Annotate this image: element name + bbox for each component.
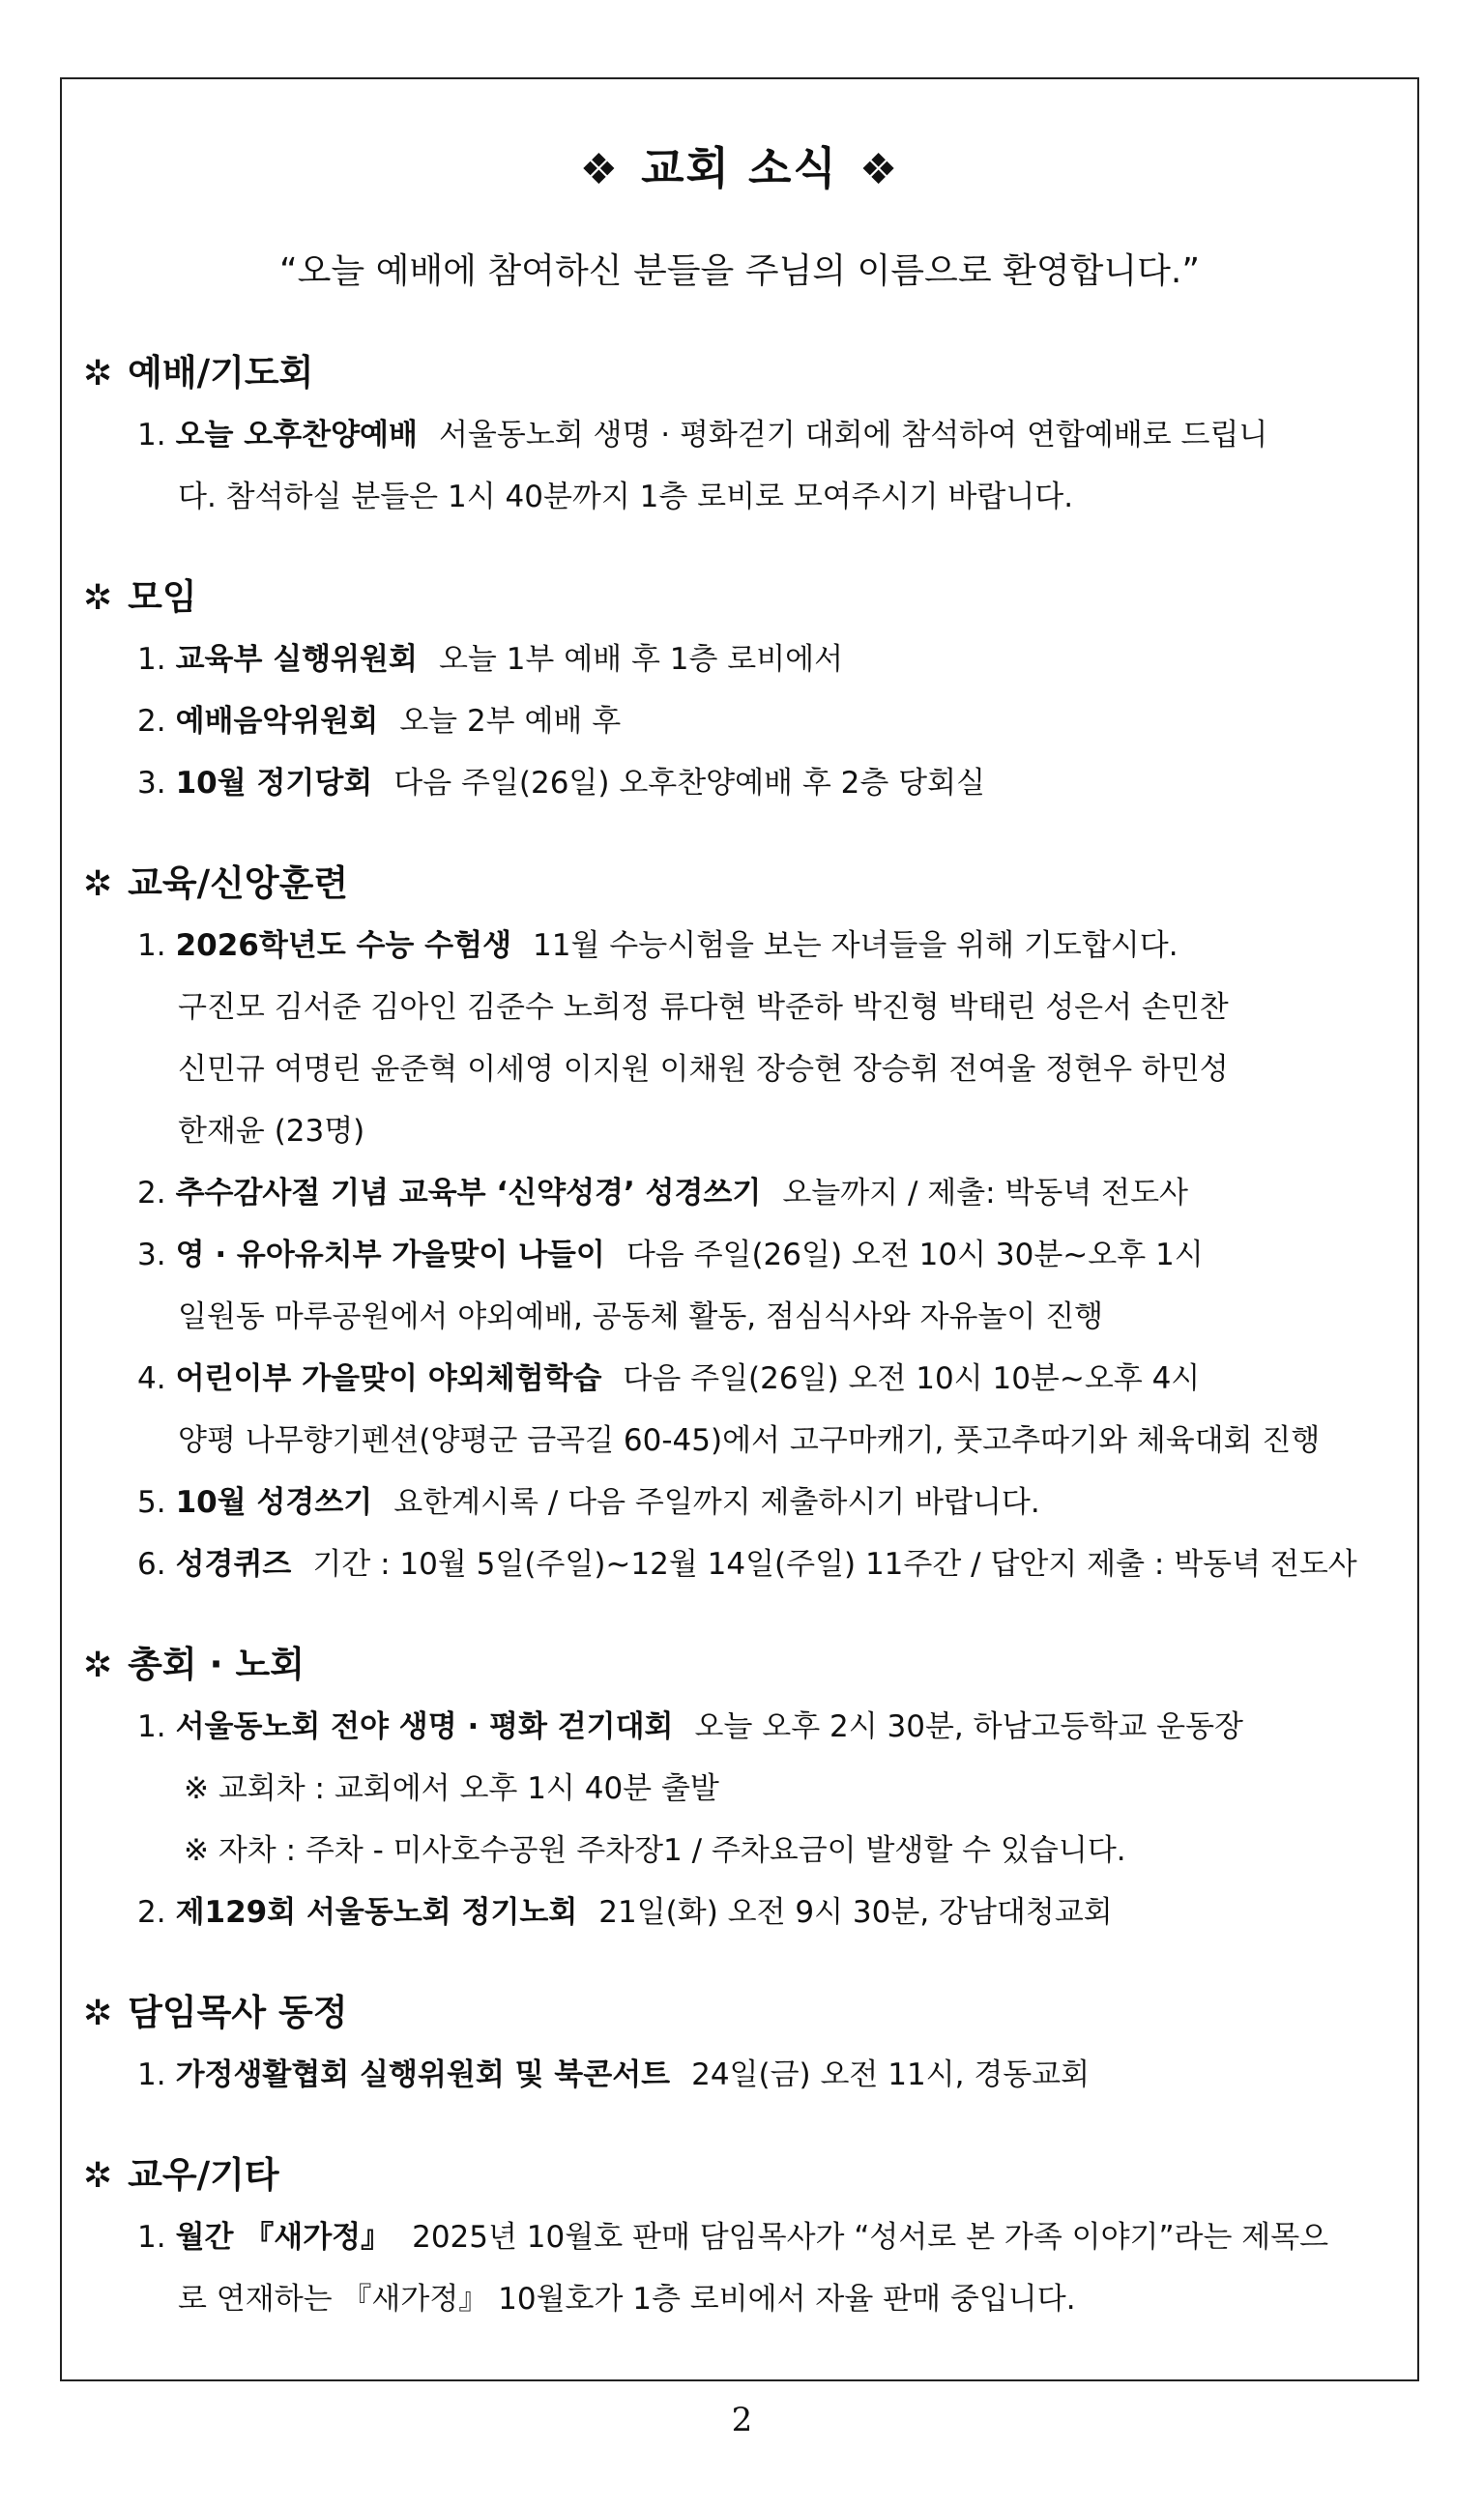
announcement-item xyxy=(83,1696,1408,1758)
announcement-item xyxy=(83,1162,1408,1224)
item-continuation: 다. 참석하실 분들은 1시 40분까지 1층 로비로 모여주시기 바랍니다. xyxy=(178,480,1074,514)
page-title xyxy=(62,133,1417,197)
announcement-item xyxy=(83,752,1408,814)
section-heading-text: 교우/기타 xyxy=(128,2154,279,2196)
section-heading-text: 예배/기도회 xyxy=(128,352,314,394)
item-continuation: 한재윤 (23명) xyxy=(178,1114,365,1149)
item-continuation: 구진모 김서준 김아인 김준수 노희정 류다현 박준하 박진형 박태린 성은서 손민찬 xyxy=(178,990,1229,1025)
announcement-section xyxy=(83,853,1408,1595)
section-heading xyxy=(83,853,1408,915)
item-label: 제129회 서울동노회 정기노회 xyxy=(175,1895,578,1930)
announcement-item xyxy=(83,1533,1408,1595)
section-heading xyxy=(83,1982,1408,2044)
item-continuation: 신민규 여명린 윤준혁 이세영 이지원 이채원 장승현 장승휘 전여울 정현우 하민성 xyxy=(178,1052,1229,1087)
item-detail: 오늘까지 / 제출: 박동녁 전도사 xyxy=(782,1176,1188,1211)
section-heading-text: 교육/신앙훈련 xyxy=(128,862,349,904)
item-number: 3. xyxy=(137,766,166,801)
item-label: 추수감사절 기념 교육부 ‘신약성경’ 성경쓰기 xyxy=(175,1176,762,1211)
item-number: 1. xyxy=(137,418,166,452)
item-detail: 오늘 1부 예배 후 1층 로비에서 xyxy=(438,642,844,677)
title-right-ornament: ❖ xyxy=(858,145,900,194)
item-label: 가정생활협회 실행위원회 및 북콘서트 xyxy=(175,2057,671,2092)
item-number: 1. xyxy=(137,642,166,677)
section-bullet-icon: ✲ xyxy=(83,1994,113,2033)
item-label: 성경퀴즈 xyxy=(175,1547,292,1582)
title-left-ornament: ❖ xyxy=(579,145,621,194)
page-title-text: 교회 소식 xyxy=(641,142,838,194)
announcement-section xyxy=(83,567,1408,814)
announcement-item xyxy=(83,1224,1408,1286)
item-continuation: 양평 나무향기펜션(양평군 금곡길 60-45)에서 고구마캐기, 풋고추따기와 체육대회 진행 xyxy=(178,1423,1321,1458)
section-heading xyxy=(83,342,1408,404)
item-detail: 11월 수능시험을 보는 자녀들을 위해 기도합시다. xyxy=(533,928,1178,963)
section-bullet-icon: ✲ xyxy=(83,2156,113,2196)
section-bullet-icon: ✲ xyxy=(83,578,113,618)
announcement-item xyxy=(83,1882,1408,1943)
item-note: ※ 교회차 : 교회에서 오후 1시 40분 출발 xyxy=(184,1771,719,1806)
announcement-section xyxy=(83,342,1408,528)
item-label: 오늘 오후찬양예배 xyxy=(175,418,418,452)
announcement-list xyxy=(83,342,1408,2369)
announcement-item xyxy=(83,628,1408,690)
item-detail: 다음 주일(26일) 오후찬양예배 후 2층 당회실 xyxy=(393,766,986,801)
item-number: 4. xyxy=(137,1361,166,1396)
announcement-item xyxy=(83,1472,1408,1533)
item-label: 10월 성경쓰기 xyxy=(175,1485,373,1520)
section-bullet-icon: ✲ xyxy=(83,1646,113,1685)
bulletin-frame xyxy=(60,77,1419,2381)
item-detail: 다음 주일(26일) 오전 10시 10분~오후 4시 xyxy=(623,1361,1201,1396)
item-number: 2. xyxy=(137,1895,166,1930)
item-number: 2. xyxy=(137,704,166,739)
item-label: 예배음악위원회 xyxy=(175,704,379,739)
item-number: 1. xyxy=(137,2220,166,2255)
section-bullet-icon: ✲ xyxy=(83,864,113,904)
section-bullet-icon: ✲ xyxy=(83,354,113,394)
item-number: 1. xyxy=(137,2057,166,2092)
item-number: 1. xyxy=(137,928,166,963)
welcome-greeting: “오늘 예배에 참여하신 분들을 주님의 이름으로 환영합니다.” xyxy=(278,251,1201,291)
item-detail: 오늘 오후 2시 30분, 하남고등학교 운동장 xyxy=(694,1709,1243,1744)
item-note: ※ 자차 : 주차 - 미사호수공원 주차장1 / 주차요금이 발생할 수 있습니다. xyxy=(184,1833,1126,1868)
item-detail: 요한계시록 / 다음 주일까지 제출하시기 바랍니다. xyxy=(393,1485,1040,1520)
item-number: 5. xyxy=(137,1485,166,1520)
announcement-item xyxy=(83,915,1408,977)
item-label: 월간 『새가정』 xyxy=(175,2220,392,2255)
section-heading-text: 모임 xyxy=(128,576,197,618)
item-continuation: 로 연재하는 『새가정』 10월호가 1층 로비에서 자율 판매 중입니다. xyxy=(178,2282,1076,2317)
announcement-item xyxy=(83,404,1408,466)
item-label: 2026학년도 수능 수험생 xyxy=(175,928,512,963)
item-label: 교육부 실행위원회 xyxy=(175,642,418,677)
section-heading xyxy=(83,1634,1408,1696)
announcement-item xyxy=(83,1348,1408,1410)
item-detail: 2025년 10월호 판매 담임목사가 “성서로 본 가족 이야기”라는 제목으 xyxy=(412,2220,1329,2255)
section-heading-text: 담임목사 동정 xyxy=(128,1992,348,2033)
item-number: 2. xyxy=(137,1176,166,1211)
page-number: 2 xyxy=(731,2401,753,2439)
section-heading xyxy=(83,2144,1408,2206)
item-number: 3. xyxy=(137,1238,166,1272)
section-heading-text: 총회 · 노회 xyxy=(128,1644,305,1685)
item-label: 서울동노회 전야 생명 · 평화 걷기대회 xyxy=(175,1709,674,1744)
announcement-item xyxy=(83,2206,1408,2268)
announcement-item xyxy=(83,2044,1408,2106)
announcement-section xyxy=(83,1634,1408,1943)
item-detail: 다음 주일(26일) 오전 10시 30분~오후 1시 xyxy=(626,1238,1204,1272)
item-detail: 기간 : 10월 5일(주일)~12월 14일(주일) 11주간 / 답안지 제출 : 박동녁 전도사 xyxy=(312,1547,1357,1582)
item-detail: 24일(금) 오전 11시, 경동교회 xyxy=(691,2057,1091,2092)
item-number: 6. xyxy=(137,1547,166,1582)
item-continuation: 일원동 마루공원에서 야외예배, 공동체 활동, 점심식사와 자유놀이 진행 xyxy=(178,1299,1104,1334)
item-label: 영 · 유아유치부 가을맞이 나들이 xyxy=(175,1238,605,1272)
item-number: 1. xyxy=(137,1709,166,1744)
section-heading xyxy=(83,567,1408,628)
item-label: 어린이부 가을맞이 야외체험학습 xyxy=(175,1361,602,1396)
item-detail: 오늘 2부 예배 후 xyxy=(399,704,622,739)
announcement-section xyxy=(83,1982,1408,2106)
item-detail: 서울동노회 생명 · 평화걷기 대회에 참석하여 연합예배로 드립니 xyxy=(438,418,1268,452)
item-detail: 21일(화) 오전 9시 30분, 강남대청교회 xyxy=(598,1895,1113,1930)
announcement-item xyxy=(83,690,1408,752)
announcement-section xyxy=(83,2144,1408,2330)
item-label: 10월 정기당회 xyxy=(175,766,373,801)
